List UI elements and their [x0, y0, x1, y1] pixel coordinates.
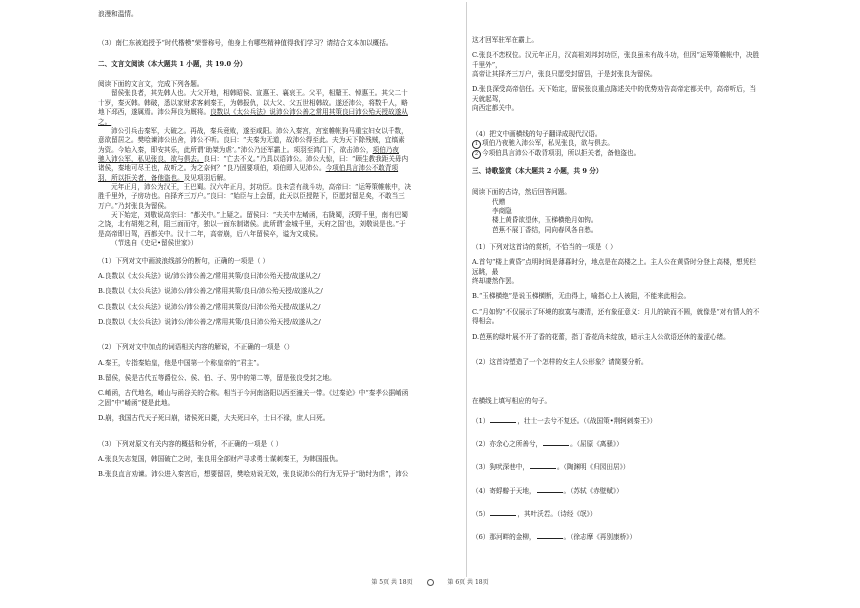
poetry-question-2: （2）这首诗塑造了一个怎样的女主人公形象？请简要分析。 — [472, 357, 648, 366]
option-d: D.芭蕉的绿叶展不开了香的花蕾，指丁香花尚未绽放，暗示主人公欲语还休的羞涩心绪。 — [472, 332, 730, 341]
option-d-cont: 向西定都关中。 — [472, 104, 519, 113]
translation-item-1: 1 项伯乃夜驰入沛公军，私见张良，欲与俱去。 — [472, 139, 762, 149]
passage-line: 意欲留居之。樊哙谏沛公出舍，沛公不听。良曰：“夫秦为无道，故沛公得至此。夫为天下除残贼，宜缟素 — [98, 136, 405, 145]
answer-blank[interactable] — [490, 510, 516, 516]
circle-icon — [427, 579, 434, 586]
wavy-underlined-text: 良数以《太公兵法》说沛公沛公善之常用其策良曰沛公殆天授故遂从 — [210, 108, 408, 117]
passage-line: 之饶，北有胡苑之利，阻三面而守，独以一面东制诸侯。此所谓‘金城千里，天府之国’也，刘敬说是也。”于 — [98, 220, 406, 229]
fill-instruction: 在横线上填写相应的句子。 — [472, 397, 552, 406]
question-2: （2）下列对文中加点的词语相关内容的解说，不正确的一项是（） — [98, 343, 294, 352]
option-a-cont: 终却凄然作罢。 — [472, 277, 519, 286]
passage-line: 沛公引兵击秦军，大破之。再战，秦兵竟败，遂至咸阳。沛公入秦宫，宫室帷帐狗马重宝妇女以千数， — [111, 126, 408, 135]
poem-author: 李商隐 — [492, 206, 512, 215]
option-c: C.崤函，古代地名，崤山与函谷关的合称。相当于今河南洛阳以西至潼关一带。《过秦论》中“秦孝公据崤函 — [98, 389, 409, 398]
option-c: C.张良不恋权位。汉元年正月，汉高祖刘邦封功臣，张良虽未有战斗功，但因“运筹策帷帐中，决胜千里外”， — [472, 51, 760, 69]
circled-number: 2 — [472, 150, 481, 159]
underlined-sentence-2: 羽，所以拒关者，备他盗也。 — [98, 173, 184, 182]
answer-blank[interactable] — [490, 417, 516, 423]
translation-item-2: 2 今项伯具言沛公不敢背项羽，所以拒关者，备他盗也。 — [472, 149, 762, 159]
option-a: A.首句“楼上黄昏”点明时间是薄暮时分，地点是在高楼之上。主人公在黄昏时分登上高楼，想凭栏远眺，最 — [472, 258, 756, 276]
page-divider — [466, 2, 467, 577]
option-d: D.崩，我国古代天子死曰崩，诸侯死曰薨，大夫死曰卒，士曰不禄，庶人曰死。 — [98, 414, 330, 423]
option-a: A.张良矢志复国，韩国破亡之时，张良用全部财产寻求勇士谋刺秦王，为韩国报仇。 — [98, 454, 343, 463]
poem-title: 代赠 — [492, 197, 506, 206]
section-heading-poetry: 三、诗歌鉴赏（本大题共 2 小题，共 9 分） — [472, 166, 603, 175]
option-c-cont: 之固”中“崤函”便是此地。 — [98, 398, 175, 407]
option-c-cont: 高帝让其择齐三万户，张良只愿受封留县，于是封张良为留侯。 — [472, 70, 657, 79]
passage-line: 羽，所以拒关者，备他盗也。及见项羽后解。 — [98, 173, 230, 182]
answer-blank[interactable] — [530, 463, 556, 469]
answer-blank[interactable] — [537, 533, 563, 539]
passage-line: 胜千里外，子房功也。自择齐三万户。”良曰：“始臣与上会留，此天以臣授陛下，臣愿封留足矣，不敢当三 — [98, 192, 405, 201]
page-footer — [0, 577, 860, 586]
reading-instruction: 阅读下面的古诗，然后回答问题。 — [472, 188, 571, 197]
fill-item-1: （1） ，壮士一去兮不复还。（《战国策•荆轲刺秦王》） — [472, 416, 657, 425]
answer-blank[interactable] — [543, 440, 569, 446]
option-d: D.张良深受高帝信任。天下始定，留侯张良重点陈述关中的优势劝告高帝定都关中，高帝听后，当天就起驾， — [472, 85, 757, 103]
right-page-column — [472, 0, 762, 580]
passage-line: 留侯张良者，其先韩人也。大父开地，相韩昭侯、宣惠王、襄哀王。父平，相釐王、悼惠王。其父二十 — [111, 89, 408, 98]
page-number-left: 第 5页 共 18页 — [371, 579, 413, 586]
wavy-underlined-text: 之。 — [98, 117, 112, 126]
page-number-right: 第 6页 共 18页 — [447, 579, 489, 586]
circled-number: 1 — [472, 140, 481, 149]
question-4: （4）把文中画横线的句子翻译成现代汉语。 — [472, 129, 602, 138]
reading-instruction: 阅读下面的文言文，完成下列各题。 — [98, 80, 204, 89]
passage-line: 是高帝即日驾，西都关中。汉十二年，高帝崩，后八年留侯卒，谥为文成侯。 — [98, 229, 323, 238]
passage-line: 驰入沛公军，私见张良，欲与俱去。良曰：“亡去不义。”乃具以语沛公。沛公大惊，曰：“顾生教我距关毋内 — [98, 154, 409, 163]
option-b: B.张良直言劝谏。沛公进入秦宫后，想要留居，樊哙劝说无效，张良说沛公的行为无异于“助纣为虐”，沛公 — [98, 470, 409, 479]
text-line: 这才回军驻军在霸上。 — [472, 36, 538, 44]
option-d: D.良数以《太公兵法》说沛公/沛公善之/常用其策/良曰沛公殆天授/故遂从之/ — [98, 317, 321, 326]
passage-line: 元年正月，沛公为汉王，王巴蜀。汉六年正月，封功臣。良未尝有战斗功，高帝曰：“运筹策帷帐中，决 — [111, 183, 412, 192]
underlined-sentence-1: 驰入沛公军，私见张良，欲与俱去。 — [98, 154, 204, 163]
passage-line: 为资。今始入秦，即安其乐，此所谓‘助桀为虐’。”沛公乃还军霸上。项羽至鸿门下，欲击沛公，项伯乃夜 — [98, 145, 399, 154]
passage-line: 诸侯，秦地可尽王也，故听之。为之奈何？”良乃固要项伯，项伯即入见沛公。今项伯具言沛公不敢背项 — [98, 164, 399, 173]
question-3: （3）南仁东被追授予“时代楷模”荣誉称号，他身上有哪些精神值得我们学习？请结合文本加以概括。 — [98, 39, 393, 48]
section-heading-classical: 二、文言文阅读（本大题共 1 小题，共 19.0 分） — [98, 59, 247, 68]
question-3-reading: （3）下列对原文有关内容的概括和分析，不正确的一项是（ ） — [98, 439, 283, 448]
underlined-sentence-2: 今项伯具言沛公不敢背项 — [325, 164, 399, 173]
fill-item-2: （2）亦余心之所善兮， 。（屈原《离骚》） — [472, 439, 623, 448]
question-1: （1）下列对文中画波浪线部分的断句，正确的一项是（ ） — [98, 256, 270, 265]
fill-item-4: （4）寄蜉蝣于天地， 。（苏轼《赤壁赋》） — [472, 486, 623, 495]
passage-source: （节选自《史记•留侯世家》） — [111, 239, 198, 248]
fill-item-3: （3）狗吠深巷中， 。（陶渊明《归园田居》） — [472, 463, 630, 472]
option-b: B.良数以《太公兵法》说沛公/沛公善之/常用其策/良曰/沛公殆天授/故遂从之/ — [98, 287, 323, 296]
text-line: 浪漫和温情。 — [98, 10, 138, 18]
passage-line: 十岁，秦灭韩。韩破，悉以家财求客刺秦王，为韩报仇，以大父、父五世相韩故。遂还沛公，将数千人，略 — [98, 98, 408, 107]
passage-line: 万户。”乃封张良为留侯。 — [98, 201, 171, 210]
poem-line: 楼上黄昏欲望休，玉梯横绝月如钩。 — [492, 216, 598, 225]
passage-line: 天下始定，刘敬说高宗曰：“都关中。”上疑之。留侯曰：“夫关中左崤函，右陇蜀，沃野千里，南有巴蜀 — [111, 211, 408, 220]
option-a: A.秦王，专指秦始皇，他是中国第一个称皇帝的“君主”。 — [98, 358, 264, 367]
option-b: B.“玉梯横绝”是说玉梯横断，无由得上，喻指心上人被阻，不能来此相会。 — [472, 292, 691, 301]
underlined-sentence-1: 项伯乃夜 — [372, 145, 399, 154]
poem-line: 芭蕉不展丁香结，同向春风各自愁。 — [492, 225, 598, 234]
passage-line: 地下邳西，遂属焉。沛公拜良为厩将。良数以《太公兵法》说沛公沛公善之常用其策良曰沛公殆天授故遂从 — [98, 108, 408, 117]
option-b: B.留侯，侯是古代五等爵位公、侯、伯、子、男中的第二等，留是张良受封之地。 — [98, 374, 336, 383]
fill-item-5: （5） ，其叶沃若。（诗经《氓》） — [472, 510, 597, 519]
option-c: C.良数以《太公兵法》说沛公/沛公善之/常用其策良/曰沛公殆天授/故遂从之/ — [98, 302, 321, 311]
option-a: A.良数以《太公兵法》说/沛公沛公善之/常用其策/良曰沛公殆天授/故遂从之/ — [98, 271, 321, 280]
poetry-question-1: （1）下列对这首诗的赏析，不恰当的一项是（ ） — [472, 243, 617, 252]
fill-item-6: （6）那河畔的金柳， 。（徐志摩《再别康桥》） — [472, 533, 637, 542]
option-c: C.“月如钩”不仅展示了环境的寂寞与凄清，还有象征意义：月儿的缺而不圆，就像是“对有情人的不得相会。 — [472, 307, 760, 326]
left-page-column — [98, 0, 460, 580]
answer-blank[interactable] — [537, 487, 563, 493]
